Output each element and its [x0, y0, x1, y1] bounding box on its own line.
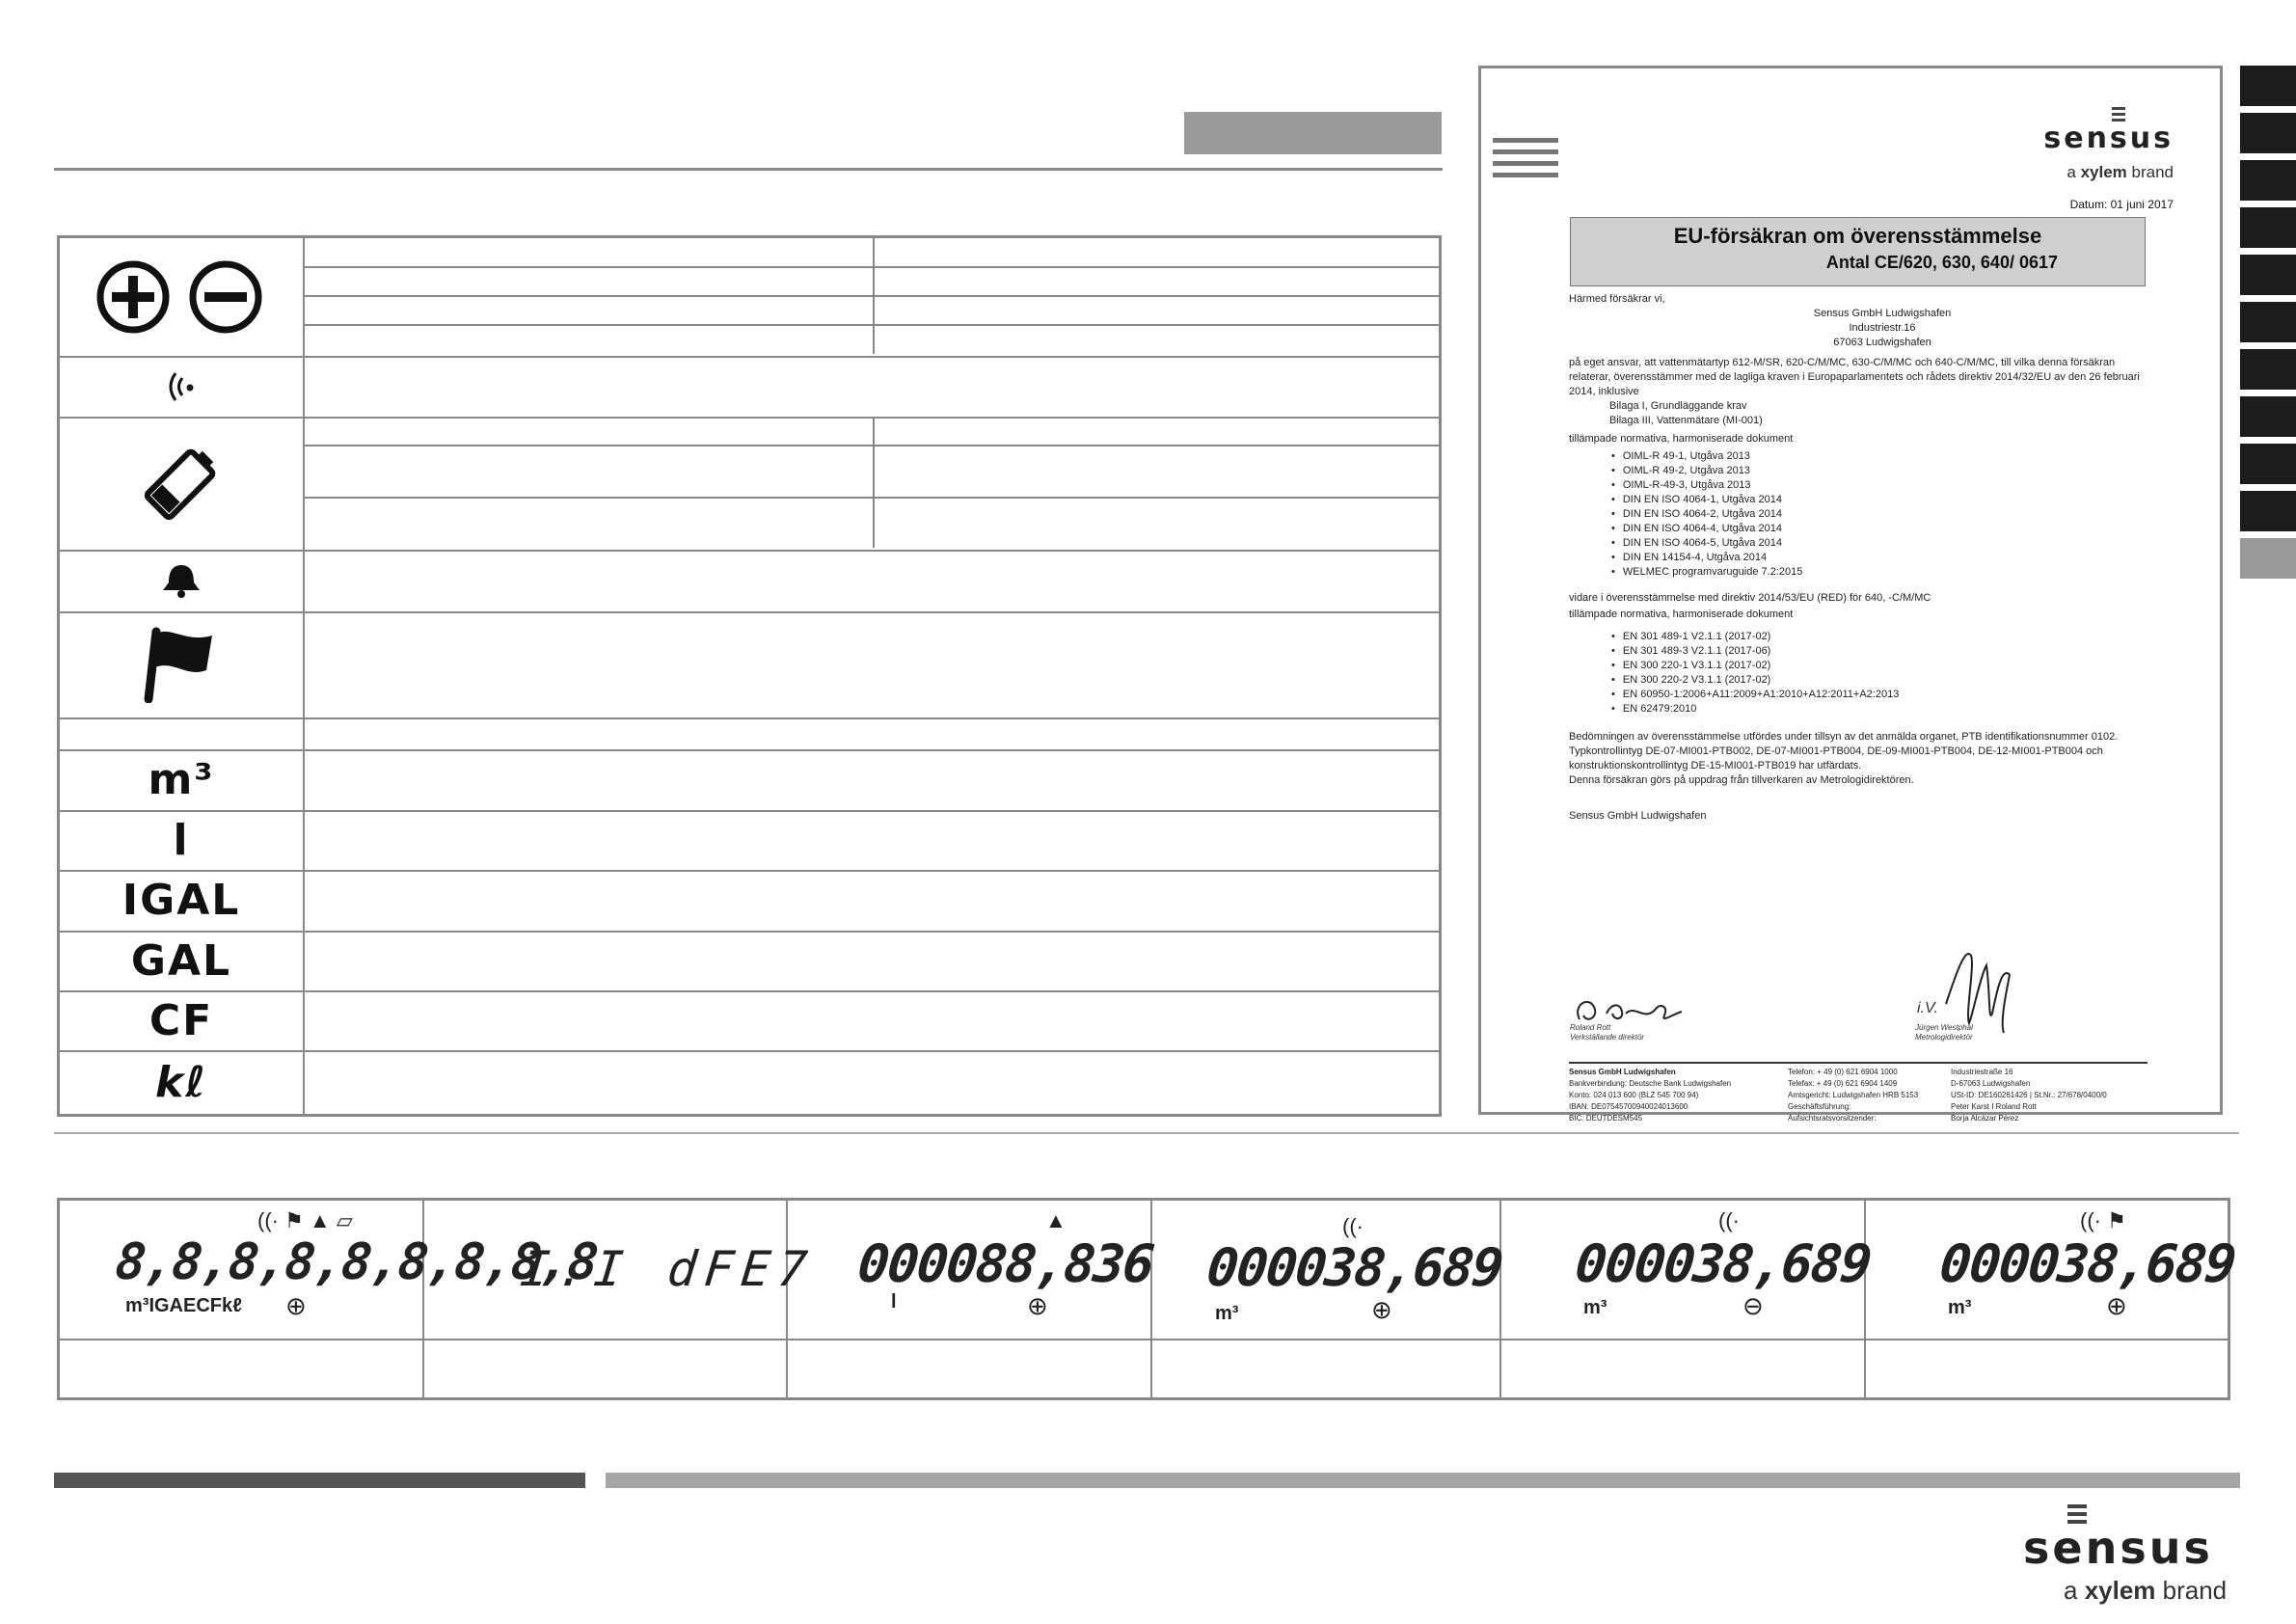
section-rule [54, 1132, 2239, 1134]
lcd-status-icons: ▲ [1045, 1208, 1067, 1232]
list-item: • EN 62479:2010 [1625, 702, 2157, 717]
footer-bar-dark [54, 1473, 585, 1488]
blank-cell [60, 717, 305, 749]
symbol-row-igal [60, 870, 1439, 933]
symbol-row-litre [60, 810, 1439, 872]
cert-address [1569, 307, 2157, 350]
symbol-row-cf [60, 990, 1439, 1052]
symbol-row-gal [60, 931, 1439, 992]
cert-signoff: Sensus GmbH Ludwigshafen [1569, 810, 1707, 822]
unit-igal: IGAL [60, 870, 305, 931]
lcd-sign-icon: ⊕ [2106, 1291, 2127, 1320]
lcd-sign-icon: ⊕ [1027, 1291, 1048, 1320]
cert-footer-rule [1569, 1062, 2147, 1064]
index-tab[interactable] [2240, 349, 2296, 390]
footer-bar-light [606, 1473, 2240, 1488]
symbol-table [57, 235, 1442, 1117]
lcd-digits: 000038,689 [1572, 1233, 1874, 1294]
list-item: • EN 301 489-1 V2.1.1 (2017-02) [1625, 630, 2157, 644]
list-item: • OIML-R 49-2, Utgåva 2013 [1625, 464, 2157, 478]
index-tab[interactable] [2240, 491, 2296, 531]
unit-litre: l [60, 810, 305, 870]
lcd-caption-cell [1866, 1339, 2228, 1397]
table-subrow [303, 445, 1439, 499]
lcd-status-icons: ((· [1718, 1208, 1740, 1232]
lcd-sign-icon: ⊖ [1742, 1291, 1764, 1320]
bell-icon [60, 550, 305, 611]
cert-date: Datum: 01 juni 2017 [2069, 198, 2174, 211]
index-tab[interactable] [2240, 255, 2296, 295]
lcd-units: m³ [1583, 1297, 1607, 1318]
lcd-digits: 8,8,8,8,8,8,8,8,8 [112, 1233, 600, 1291]
lcd-sign-icon: ⊕ [1371, 1295, 1392, 1324]
cert-title: EU-försäkran om överensstämmelse [1673, 224, 2042, 248]
cert-brand-logo: sensus [2043, 122, 2174, 155]
cert-title-box [1570, 217, 2146, 286]
table-subrow [303, 266, 1439, 297]
lcd-display-table [57, 1198, 2238, 1400]
list-item: • DIN EN ISO 4064-2, Utgåva 2014 [1625, 507, 2157, 522]
cert-para1: på eget ansvar, att vattenmätartyp 612-M/SR, 620-C/M/MC, 630-C/M/MC och 640-C/M/MC, till vilka denna försäkran relaterar, överensstämmer med de lagliga kraven i Europaparlamentets och rådets direktiv 2014/32/EU av den 26 februari 2014, inklusive [1569, 357, 2140, 397]
lcd-digits: 000038,689 [1936, 1233, 2238, 1294]
unit-cf: CF [60, 990, 305, 1050]
lcd-status-icons: ((· ⚑ [2080, 1208, 2126, 1232]
list-item: • EN 300 220-1 V3.1.1 (2017-02) [1625, 659, 2157, 673]
lcd-status-icons: ((· ⚑ ▲ ▱ [257, 1208, 353, 1232]
lcd-caption-cell [1501, 1339, 1866, 1397]
cert-para2: vidare i överensstämmelse med direktiv 2014/53/EU (RED) för 640, -C/M/MC [1569, 592, 1931, 604]
menu-stripes [1493, 138, 1558, 177]
cert-para4: Denna försäkran görs på uppdrag från tillverkaren av Metrologidirektören. [1569, 774, 1914, 786]
lcd-units: m³ [1215, 1303, 1239, 1324]
sig2-prefix: i.V. [1917, 1000, 1938, 1016]
unit-m3: m³ [60, 749, 305, 810]
cert-annex2: Bilaga III, Vattenmätare (MI-001) [1609, 415, 1763, 426]
header-rule [54, 168, 1443, 171]
index-tab[interactable] [2240, 444, 2296, 484]
cert-list1 [1569, 449, 2157, 580]
lcd-caption-cell [60, 1339, 424, 1397]
plus-minus-icon [60, 238, 305, 356]
symbol-row-blank [60, 717, 1439, 751]
index-tab[interactable] [2240, 207, 2296, 248]
symbol-row-bell [60, 550, 1439, 613]
cert-intro: Härmed försäkrar vi, [1569, 293, 1665, 305]
table-subrow [303, 295, 1439, 326]
cert-footer-col3: Industriestraße 16 D-67063 Ludwigshafen USt-ID: DE160261426 | St.Nr.: 27/678/0400/0 Peter Karst I Roland Rott Borja Alcázar Pérez [1951, 1068, 2107, 1123]
list-item: • DIN EN ISO 4064-4, Utgåva 2014 [1625, 522, 2157, 536]
symbol-row-sign [60, 238, 1439, 358]
index-tab[interactable] [2240, 66, 2296, 106]
cert-annex1: Bilaga I, Grundläggande krav [1609, 400, 1747, 412]
sig2-name: Jürgen Westphal Metrologidirektör [1915, 1023, 1973, 1042]
cert-addr-line: Industriestr.16 [1849, 322, 1916, 334]
cert-addr-line: Sensus GmbH Ludwigshafen [1813, 308, 1952, 319]
lcd-caption-cell [788, 1339, 1152, 1397]
lcd-digits: 000088,836 [854, 1233, 1156, 1294]
sig1-name: Roland Rott Verkställande direktör [1570, 1023, 1645, 1042]
symbol-row-m3 [60, 749, 1439, 812]
list-item: • WELMEC programvaruguide 7.2:2015 [1625, 565, 2157, 580]
cert-applied1: tillämpade normativa, harmoniserade dokument [1569, 433, 1794, 445]
list-item: • DIN EN 14154-4, Utgåva 2014 [1625, 551, 2157, 565]
footer-brand-logo: sensus [2023, 1522, 2213, 1574]
list-item: • DIN EN ISO 4064-5, Utgåva 2014 [1625, 536, 2157, 551]
lcd-units: m³IGAECFkℓ [125, 1295, 242, 1316]
list-item: • OIML-R-49-3, Utgåva 2013 [1625, 478, 2157, 493]
cert-footer-col2: Telefon: + 49 (0) 621 6904 1000 Telefax: + 49 (0) 621 6904 1409 Amtsgericht: Ludwigshafen HRB 5153 Geschäftsführung: Aufsichtsratsvorsitzender: [1788, 1068, 1919, 1123]
index-tab[interactable] [2240, 113, 2296, 153]
lcd-status-icons: ((· [1342, 1214, 1364, 1238]
list-item: • EN 301 489-3 V2.1.1 (2017-06) [1625, 644, 2157, 659]
cert-para3: Bedömningen av överensstämmelse utfördes under tillsyn av det anmälda organet, PTB identifikationsnummer 0102. Typkontrollintyg DE-07-MI001-PTB002, DE-07-MI001-PTB004, DE-09-MI001-PTB004, DE-12-MI001-PTB004 och konstruktionskontrollintyg DE-15-MI001-PTB019 har utfärdats. [1569, 731, 2119, 771]
lcd-units: l [891, 1291, 897, 1313]
header-tab [1184, 112, 1442, 154]
lcd-caption-cell [1152, 1339, 1501, 1397]
list-item: • OIML-R 49-1, Utgåva 2013 [1625, 449, 2157, 464]
list-item: • EN 60950-1:2006+A11:2009+A1:2010+A12:2011+A2:2013 [1625, 688, 2157, 702]
cert-subtitle: Antal CE/620, 630, 640/ 0617 [1825, 253, 2058, 272]
cert-list2 [1569, 630, 2157, 717]
cert-body [1569, 292, 2157, 824]
list-item: • DIN EN ISO 4064-1, Utgåva 2014 [1625, 493, 2157, 507]
cert-brand-bars [2112, 107, 2125, 122]
cert-footer-col1: Sensus GmbH Ludwigshafen Bankverbindung: Deutsche Bank Ludwigshafen Konto: 024 013 600 (BLZ 545 700 94) IBAN: DE07545700940024013600 BIC: DEUTDESM545 [1569, 1068, 1732, 1123]
index-tab[interactable] [2240, 160, 2296, 201]
table-subrow [303, 324, 1439, 354]
table-subrow [303, 417, 1439, 447]
lcd-digits: I.I dFE7 [517, 1241, 818, 1297]
footer-brand-sub: a xylem brand [2064, 1576, 2228, 1605]
cert-applied2: tillämpade normativa, harmoniserade dokument [1569, 609, 1794, 620]
list-item: • EN 300 220-2 V3.1.1 (2017-02) [1625, 673, 2157, 688]
unit-kl: kℓ [60, 1050, 305, 1114]
unit-gal: GAL [60, 931, 305, 990]
cert-addr-line: 67063 Ludwigshafen [1833, 337, 1931, 348]
battery-icon [60, 417, 305, 550]
index-tab[interactable] [2240, 302, 2296, 342]
index-tab-active[interactable] [2240, 538, 2296, 579]
table-subrow [303, 497, 1439, 548]
symbol-row-kl [60, 1050, 1439, 1114]
table-subrow [303, 238, 1439, 268]
footer-brand-bars [2067, 1504, 2087, 1524]
symbol-row-radio [60, 356, 1439, 419]
eu-declaration [1478, 66, 2223, 1123]
cert-brand-sub: a xylem brand [2066, 163, 2174, 181]
lcd-sign-icon: ⊕ [285, 1291, 307, 1320]
lcd-caption-cell [424, 1339, 788, 1397]
lcd-digits: 000038,689 [1203, 1237, 1505, 1298]
symbol-row-battery [60, 417, 1439, 552]
lcd-units: m³ [1948, 1297, 1972, 1318]
index-tab[interactable] [2240, 396, 2296, 437]
radio-icon [60, 356, 305, 417]
flag-icon [60, 611, 305, 717]
symbol-row-flag [60, 611, 1439, 719]
